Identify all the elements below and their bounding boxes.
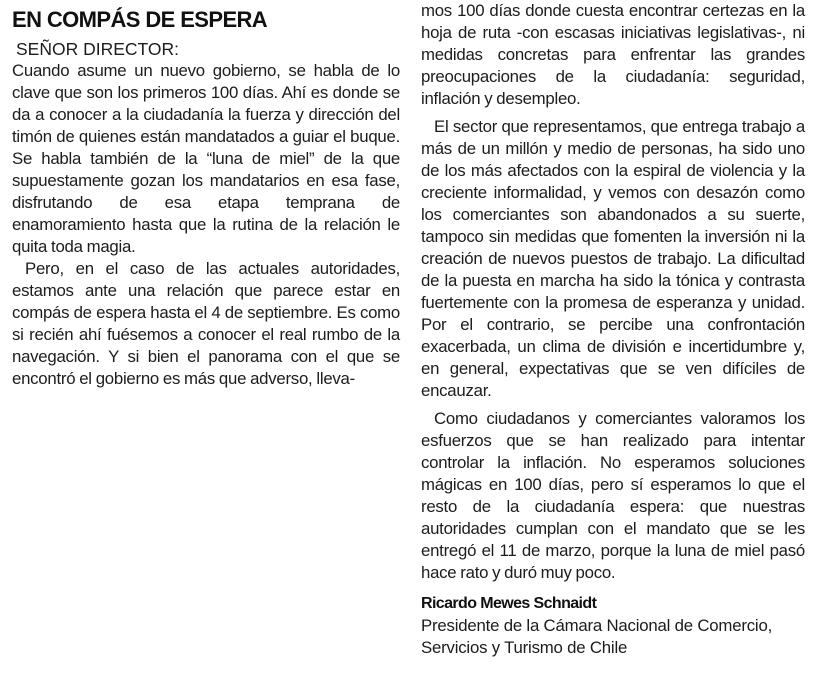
signature-role-line: Servicios y Turismo de Chile: [421, 638, 628, 657]
body-paragraph: El sector que representamos, que entrega trabajo a más de un millón y medio de personas, ha sido uno de los más afectados con la espiral de violencia y la creciente informalidad, y vemos con desazón como los comerciantes son abandonados a su suerte, tampoco sin medidas que fomenten la inversión ni la creación de nuevos puestos de trabajo. La dificultad de la puesta en marcha ha sido la tónica y contrasta fuertemente con la promesa de esperanza y unidad. Por el contrario, se percibe una confrontación exacerbada, un clima de división e incertidumbre y, en general, expectativas que se ven difíciles de encauzar.: [421, 117, 805, 400]
body-paragraph: Cuando asume un nuevo gobierno, se habla de lo clave que son los primeros 100 días. Ahí es donde se da a conocer a la ciudadanía la fuerza y dirección del timón de quienes están mandatados a guiar el buque. Se habla también de la “luna de miel” de la que supuestamente gozan los mandatarios en esa fase, disfrutando de esa etapa temprana de enamoramiento hasta que la rutina de la relación le quita toda magia.: [12, 61, 400, 256]
body-paragraph: Pero, en el caso de las actuales autoridades, estamos ante una relación que parece estar en compás de espera hasta el 4 de septiembre. Es como si recién ahí fuésemos a conocer el real rumbo de la navegación. Y si bien el panorama con el que se encontró el gobierno es más que adverso, lleva-: [12, 259, 400, 388]
salutation: SEÑOR DIRECTOR:: [16, 39, 180, 59]
left-column: [12, 0, 400, 390]
signature-role-line: Presidente de la Cámara Nacional de Comercio,: [421, 616, 773, 635]
letter-title: EN COMPÁS DE ESPERA: [12, 7, 268, 32]
body-paragraph: mos 100 días donde cuesta encontrar certezas en la hoja de ruta -con escasas iniciativas legislativas-, ni medidas concretas para enfrentar las grandes preocupaciones de la ciudadanía: seguridad, inflación y desempleo.: [421, 1, 805, 108]
body-paragraph: Como ciudadanos y comerciantes valoramos los esfuerzos que se han realizado para intentar controlar la inflación. No esperamos soluciones mágicas en 100 días, pero sí esperamos lo que el resto de la ciudadanía espera: que nuestras autoridades cumplan con el mandato que se les entregó el 11 de marzo, porque la luna de miel pasó hace rato y duró muy poco.: [421, 409, 805, 582]
signature-name: Ricardo Mewes Schnaidt: [421, 595, 597, 612]
right-column: [421, 0, 805, 659]
